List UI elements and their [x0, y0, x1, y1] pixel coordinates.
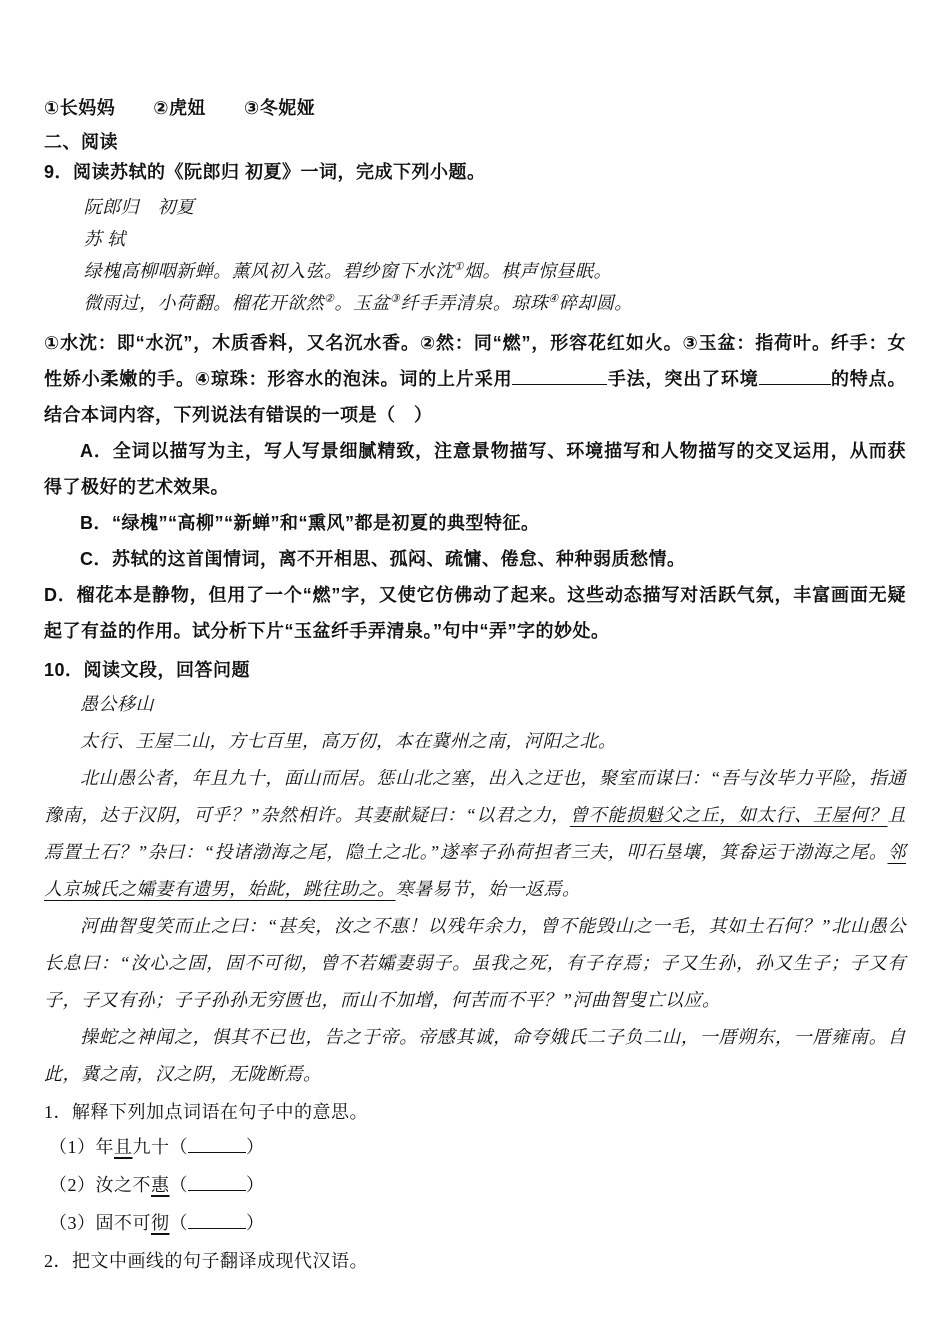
item-2-paren-open: （ [169, 1175, 188, 1195]
poem-line-1 [44, 259, 906, 284]
item-3-answer-blank [188, 1210, 246, 1229]
item-1-post: 九十 [132, 1137, 170, 1157]
q10-sub2-stem: 2．把文中画线的句子翻译成现代汉语。 [44, 1251, 368, 1271]
q9-annotations-text-a: ①水沈：即“水沉”，木质香料，又名沉水香。②然：同“燃”，形容花红如火。③玉盆：指荷叶。纤手：女性娇小柔嫩的手。④琼珠：形容水的泡沫。词的上片采用 [44, 333, 906, 389]
poem-title: 阮郎归 初夏 [83, 197, 195, 217]
item-2-emphasized-char: 惠 [151, 1175, 170, 1195]
item-1-answer-blank [188, 1134, 246, 1153]
q10-sub1-stem: 1．解释下列加点词语在句子中的意思。 [44, 1102, 368, 1122]
answer-item-3: ③冬妮娅 [244, 98, 316, 118]
passage-para-3: 河曲智叟笑而止之曰：“甚矣，汝之不惠！以残年余力，曾不能毁山之一毛，其如土石何？”北山愚公长息曰：“汝心之固，固不可彻，曾不若孀妻弱子。虽我之死，有子存焉；子又生孙，孙又生子；子又有子，子又有孙；子子孙孙无穷匮也，而山不加增，何苦而不平？”河曲智叟亡以应。 [44, 916, 906, 1010]
footnote-ref-3: ③ [389, 293, 401, 305]
poem-line-1-text-b: 烟。棋声惊昼眠。 [463, 261, 612, 281]
poem-line-2-text-d: 碎却圆。 [558, 293, 633, 313]
poem-author: 苏 轼 [83, 229, 126, 249]
item-2-paren-close: ） [246, 1175, 265, 1195]
q9-annotations-text-c: 的特点。 结合本词内容，下列说法有错误的一项是（ ） [44, 369, 907, 425]
answer-item-1: ①长妈妈 [44, 98, 116, 118]
section-heading-reading: 二、阅读 [44, 132, 118, 152]
item-1-emphasized-char: 且 [114, 1137, 133, 1157]
passage-para-2-seg-a: 北山愚公者，年且九十，面山而居。惩山北之塞，出入之迂也，聚室而谋曰：“吾与汝毕力平险，指通豫南，达于汉阴，可乎？”杂然相许。其妻献疑曰：“以君之力， [44, 768, 906, 825]
answer-item-2: ②虎妞 [153, 98, 206, 118]
underlined-sentence-1: 曾不能损魁父之丘，如太行、王屋何？ [569, 805, 888, 825]
q10-stem: 10．阅读文段，回答问题 [44, 660, 251, 680]
item-3-pre: 固不可 [95, 1213, 151, 1233]
q9-option-c: C．苏轼的这首闺情词，离不开相思、孤闷、疏慵、倦怠、种种弱质愁情。 [80, 549, 686, 569]
q10-sub1-item-1 [44, 1128, 906, 1166]
footnote-ref-2: ② [324, 293, 335, 305]
footnote-ref-1: ① [453, 261, 464, 273]
underlined-sentence-2: 邻人京城氏之孀妻有遗男，始龀，跳往助之。 [44, 842, 906, 899]
answer-items-row [44, 94, 906, 122]
item-3-paren-close: ） [246, 1213, 265, 1233]
item-3-emphasized-char: 彻 [151, 1213, 170, 1233]
q9-option-a: A．全词以描写为主，写人写景细腻精致，注意景物描写、环境描写和人物描写的交叉运用，从而获得了极好的艺术效果。 [44, 441, 906, 497]
q9-stem: 9．阅读苏轼的《阮郎归 初夏》一词，完成下列小题。 [44, 162, 486, 182]
passage-para-4: 操蛇之神闻之，惧其不已也，告之于帝。帝感其诚，命夸娥氏二子负二山，一厝朔东，一厝雍南。自此，冀之南，汉之阴，无陇断焉。 [44, 1027, 906, 1084]
poem-line-2 [44, 291, 906, 316]
q9-blank-technique [512, 366, 607, 385]
q9-blank-environment [759, 366, 831, 385]
item-2-pre: 汝之不 [95, 1175, 151, 1195]
item-3-label: （3） [49, 1213, 96, 1233]
passage-para-1: 太行、王屋二山，方七百里，高万仞，本在冀州之南，河阳之北。 [80, 731, 617, 751]
q10-sub1-item-3 [44, 1204, 906, 1242]
q10-sub1-item-2 [44, 1166, 906, 1204]
passage-title: 愚公移山 [80, 694, 154, 714]
item-1-label: （1） [49, 1137, 96, 1157]
passage-para-2-seg-c: 寒暑易节，始一返焉。 [395, 879, 581, 899]
footnote-ref-4: ④ [548, 293, 559, 305]
poem-line-2-text-a: 微雨过，小荷翻。榴花开欲然 [83, 293, 325, 313]
item-3-paren-open: （ [169, 1213, 188, 1233]
passage-para-2 [44, 760, 906, 908]
item-2-label: （2） [49, 1175, 96, 1195]
q9-annotations [44, 325, 906, 433]
passage-para-2-seg-b: 且焉置土石？”杂曰：“投诸渤海之尾，隐土之北。”遂率子孙荷担者三夫，叩石垦壤，箕畚运于渤海之尾。 [44, 805, 906, 862]
item-1-paren-close: ） [246, 1137, 265, 1157]
q9-annotations-text-b: 手法，突出了环境 [607, 369, 759, 389]
poem-line-2-text-b: 。玉盆 [334, 293, 390, 313]
item-1-pre: 年 [95, 1137, 114, 1157]
q9-option-b: B．“绿槐”“高柳”“新蝉”和“熏风”都是初夏的典型特征。 [80, 513, 540, 533]
poem-line-2-text-c: 纤手弄清泉。琼珠 [400, 293, 549, 313]
item-1-paren-open: （ [169, 1137, 188, 1157]
poem-line-1-text-a: 绿槐高柳咽新蝉。薰风初入弦。碧纱窗下水沈 [83, 261, 454, 281]
q9-option-d: D．榴花本是静物，但用了一个“燃”字，又使它仿佛动了起来。这些动态描写对活跃气氛，丰富画面无疑起了有益的作用。试分析下片“玉盆纤手弄清泉。”句中“弄”字的妙处。 [44, 585, 906, 641]
item-2-answer-blank [188, 1172, 246, 1191]
